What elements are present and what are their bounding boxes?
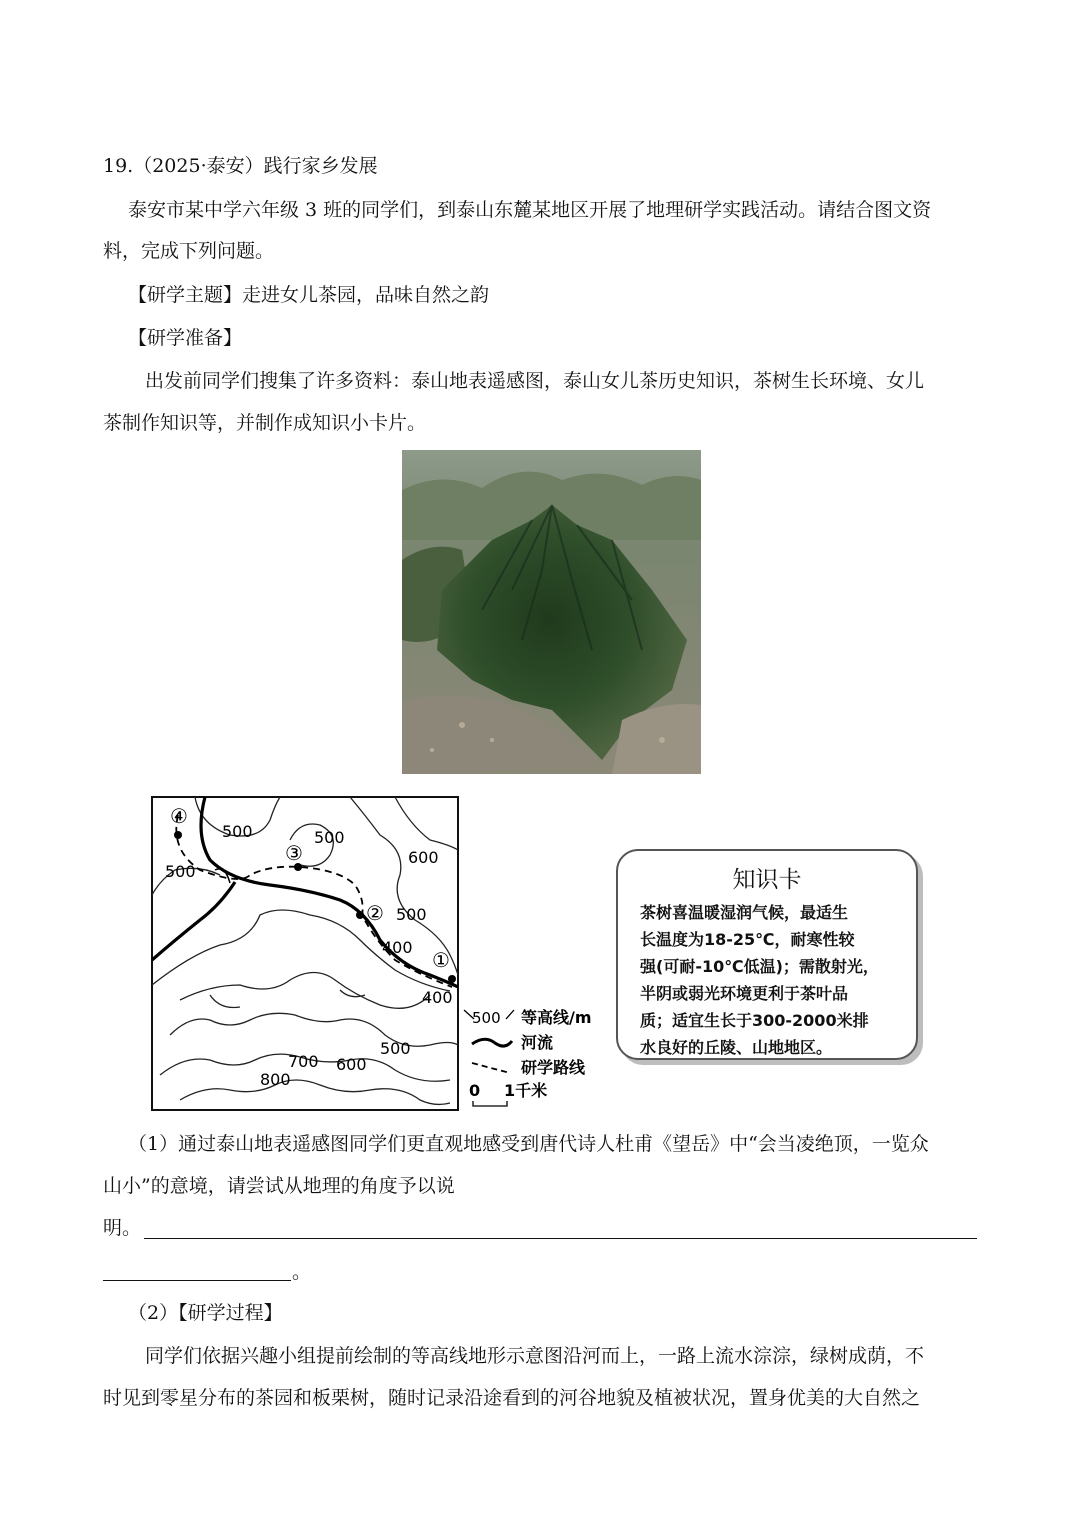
remote-sensing-image	[402, 450, 701, 774]
site-label-3: ③	[285, 841, 303, 865]
sub2-heading: （2）【研学过程】	[128, 1302, 283, 1324]
contour-label: 500	[396, 905, 427, 924]
answer-blank-2[interactable]	[103, 1280, 291, 1281]
knowledge-card-line: 强(可耐-10℃低温)；需散射光，	[640, 957, 879, 976]
knowledge-card-line: 半阴或弱光环境更利于茶叶品	[640, 984, 849, 1003]
contour-map	[150, 795, 610, 1115]
sub1-line-1: （1）通过泰山地表遥感图同学们更直观地感受到唐代诗人杜甫《望岳》中“会当凌绝顶，一览众	[128, 1133, 929, 1155]
knowledge-card-title: 知识卡	[732, 867, 802, 893]
prep-heading: 【研学准备】	[128, 327, 243, 349]
knowledge-card-line: 长温度为18-25℃，耐寒性较	[640, 930, 855, 949]
site-label-1: ①	[432, 948, 450, 972]
answer-blank-1[interactable]	[144, 1238, 977, 1239]
site-label-2: ②	[366, 901, 384, 925]
legend-route-label: 研学路线	[521, 1058, 586, 1077]
contour-label: 500	[314, 828, 345, 847]
contour-label: 500	[222, 822, 253, 841]
knowledge-card-body	[640, 899, 902, 1061]
contour-label: 600	[408, 848, 439, 867]
intro-line-1: 泰安市某中学六年级 3 班的同学们，到泰山东麓某地区开展了地理研学实践活动。请结合图文资	[128, 199, 932, 221]
knowledge-card-line: 水良好的丘陵、山地地区。	[640, 1038, 833, 1057]
legend-scale-zero: 0	[469, 1081, 481, 1100]
knowledge-card-line: 质；适宜生长于300-2000米排	[640, 1011, 869, 1030]
sub2-line-2: 时见到零星分布的茶园和板栗树，随时记录沿途看到的河谷地貌及植被状况，置身优美的大自然之	[103, 1387, 921, 1409]
legend-river-label: 河流	[521, 1033, 554, 1052]
knowledge-card-line: 茶树喜温暖湿润气候，最适生	[640, 903, 849, 922]
study-theme: 【研学主题】走进女儿茶园，品味自然之韵	[128, 284, 490, 306]
question-heading: 19.（2025·泰安）践行家乡发展	[103, 155, 378, 177]
contour-label: 800	[260, 1070, 291, 1089]
site-label-4: ④	[170, 804, 188, 828]
contour-label: 400	[382, 938, 413, 957]
legend-contour-sample: 500	[472, 1009, 501, 1027]
prep-line-2: 茶制作知识等，并制作成知识小卡片。	[103, 412, 427, 434]
contour-label: 700	[288, 1052, 319, 1071]
sub1-line-4-suffix: 。	[292, 1261, 312, 1283]
contour-label: 500	[165, 862, 196, 881]
intro-line-2: 料，完成下列问题。	[103, 240, 275, 262]
sub2-line-1: 同学们依据兴趣小组提前绘制的等高线地形示意图沿河而上，一路上流水淙淙，绿树成荫，不	[145, 1345, 925, 1367]
contour-label: 600	[336, 1055, 367, 1074]
sub1-line-3-prefix: 明。	[103, 1217, 142, 1239]
knowledge-card	[616, 849, 918, 1060]
contour-label: 500	[380, 1039, 411, 1058]
legend-scale-label: 1千米	[504, 1081, 548, 1100]
prep-line-1: 出发前同学们搜集了许多资料：泰山地表遥感图，泰山女儿茶历史知识，茶树生长环境、女儿	[145, 370, 925, 392]
sub1-line-2: 山小”的意境，请尝试从地理的角度予以说	[103, 1175, 455, 1197]
legend-contour-label: 等高线/m	[521, 1008, 592, 1027]
map-legend	[464, 1008, 592, 1106]
contour-label: 400	[422, 988, 453, 1007]
